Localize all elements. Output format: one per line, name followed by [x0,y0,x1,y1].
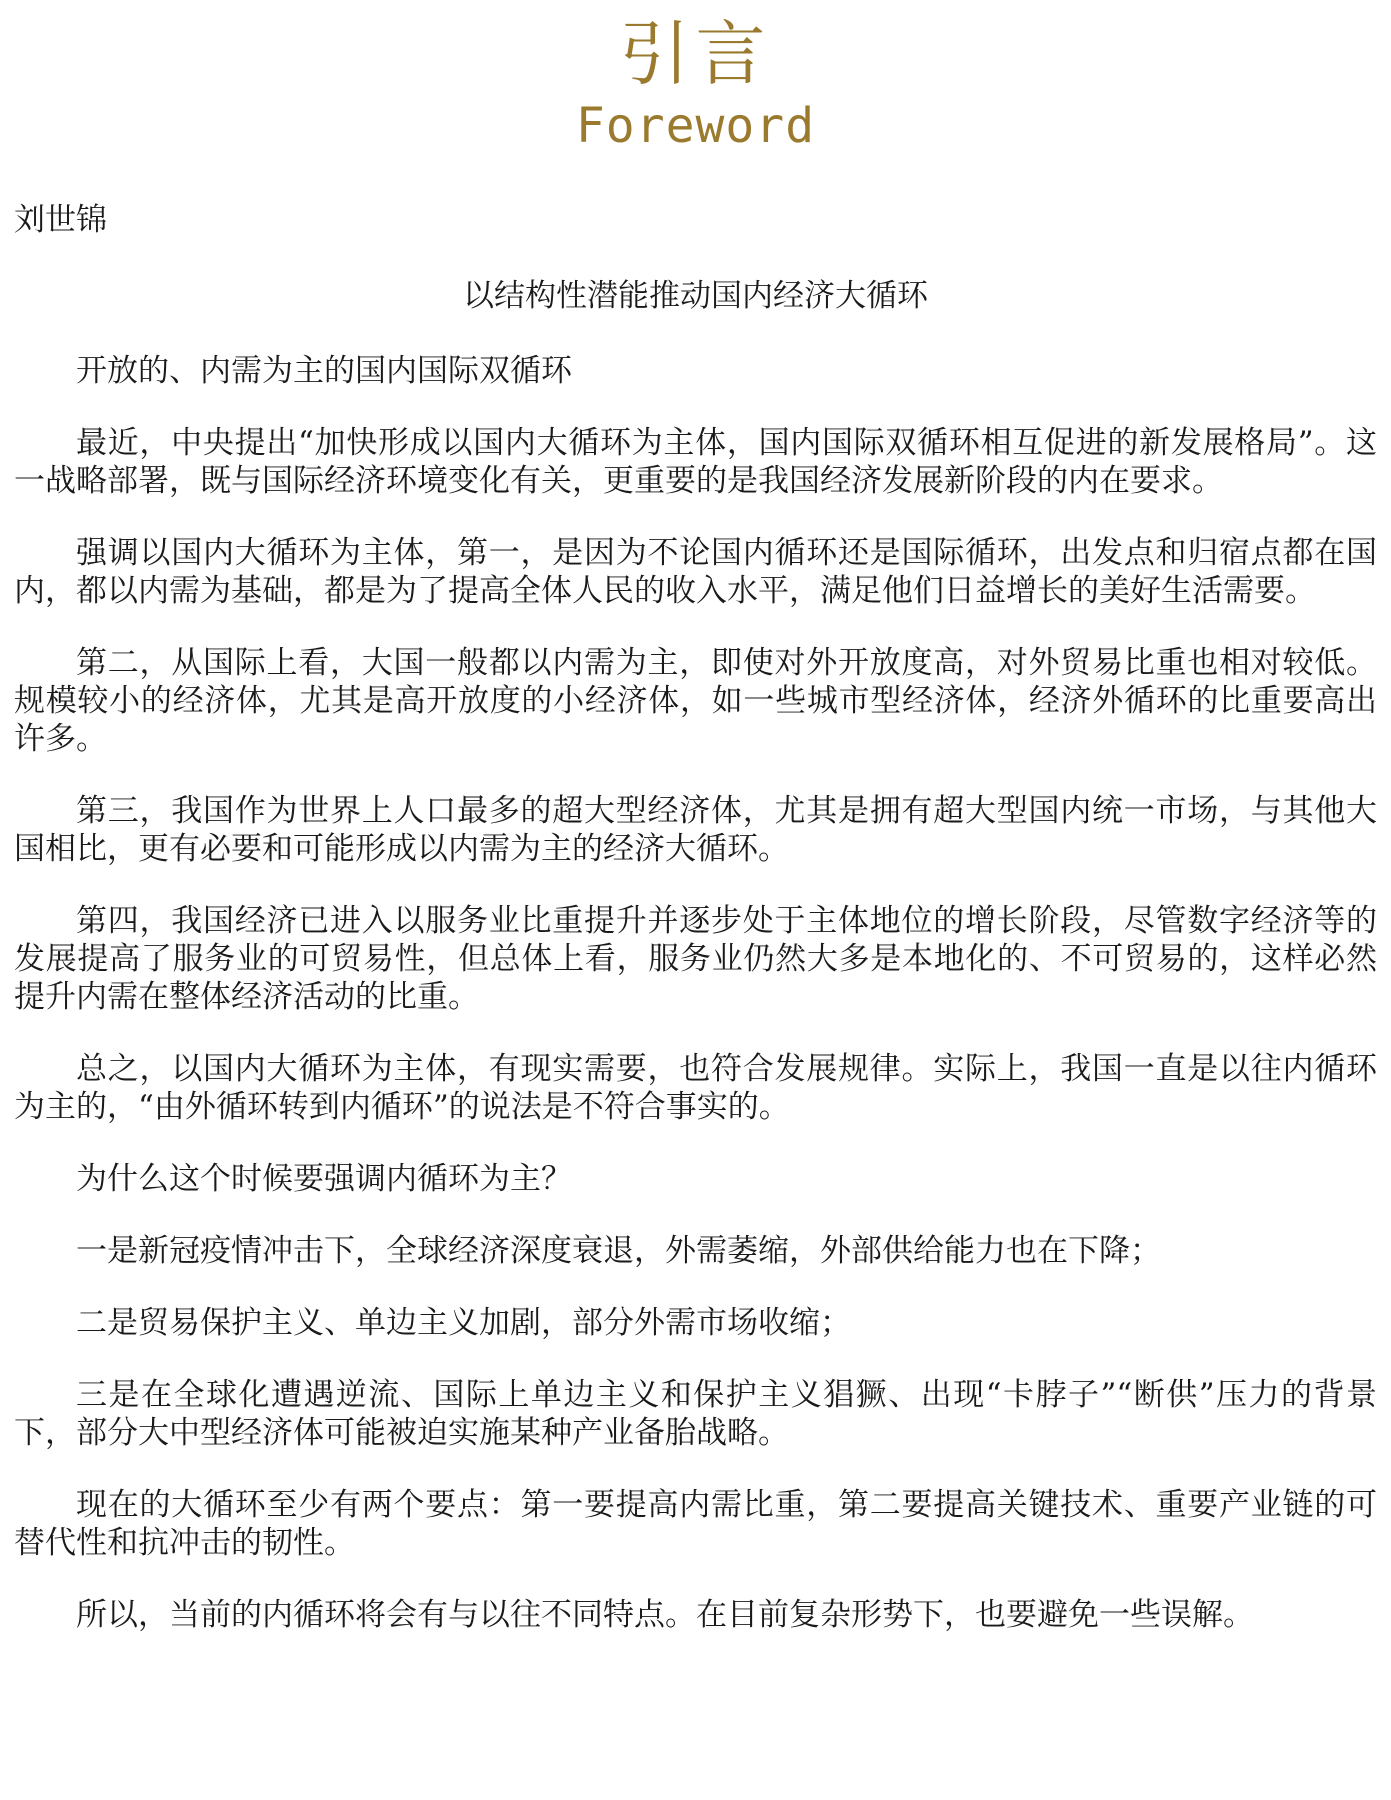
paragraph: 第四，我国经济已进入以服务业比重提升并逐步处于主体地位的增长阶段，尽管数字经济等的发展提高了服务业的可贸易性，但总体上看，服务业仍然大多是本地化的、不可贸易的，这样必然提升内需在整体经济活动的比重。 [14,903,1377,1015]
paragraph: 总之，以国内大循环为主体，有现实需要，也符合发展规律。实际上，我国一直是以往内循环为主的，“由外循环转到内循环”的说法是不符合事实的。 [14,1051,1377,1125]
article-body [14,352,1377,1668]
article-headline: 以结构性潜能推动国内经济大循环 [463,278,928,314]
paragraph: 二是贸易保护主义、单边主义加剧，部分外需市场收缩； [76,1305,851,1341]
paragraph: 所以，当前的内循环将会有与以往不同特点。在目前复杂形势下，也要避免一些误解。 [76,1597,1254,1633]
paragraph: 开放的、内需为主的国内国际双循环 [76,353,572,389]
paragraph: 最近，中央提出“加快形成以国内大循环为主体，国内国际双循环相互促进的新发展格局”。这一战略部署，既与国际经济环境变化有关，更重要的是我国经济发展新阶段的内在要求。 [14,425,1377,499]
page-title-chinese: 引言 [619,13,772,95]
paragraph: 现在的大循环至少有两个要点：第一要提高内需比重，第二要提高关键技术、重要产业链的可替代性和抗冲击的韧性。 [14,1487,1377,1561]
page-title-english: Foreword [575,98,816,154]
paragraph: 强调以国内大循环为主体，第一，是因为不论国内循环还是国际循环，出发点和归宿点都在国内，都以内需为基础，都是为了提高全体人民的收入水平，满足他们日益增长的美好生活需要。 [14,535,1377,609]
author-name: 刘世锦 [14,202,107,238]
paragraph: 一是新冠疫情冲击下，全球经济深度衰退，外需萎缩，外部供给能力也在下降； [76,1233,1161,1269]
paragraph: 第三，我国作为世界上人口最多的超大型经济体，尤其是拥有超大型国内统一市场，与其他大国相比，更有必要和可能形成以内需为主的经济大循环。 [14,793,1377,867]
paragraph: 为什么这个时候要强调内循环为主？ [76,1161,572,1197]
paragraph: 第二，从国际上看，大国一般都以内需为主，即使对外开放度高，对外贸易比重也相对较低。规模较小的经济体，尤其是高开放度的小经济体，如一些城市型经济体，经济外循环的比重要高出许多。 [14,645,1377,757]
paragraph: 三是在全球化遭遇逆流、国际上单边主义和保护主义猖獗、出现“卡脖子”“断供”压力的背景下，部分大中型经济体可能被迫实施某种产业备胎战略。 [14,1377,1377,1451]
